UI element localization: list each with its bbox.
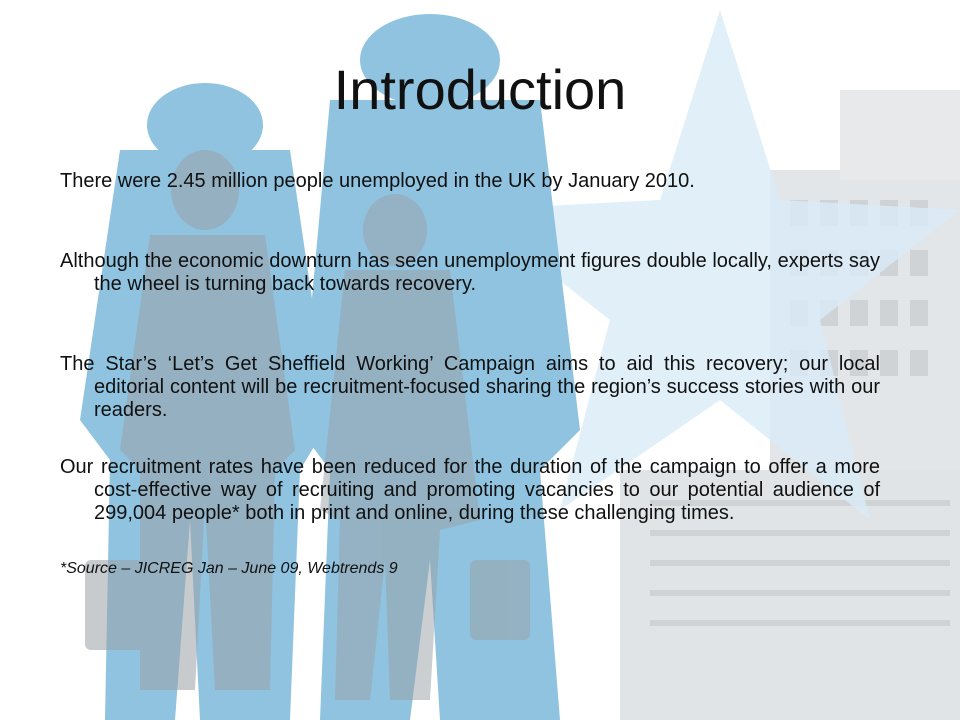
paragraph-recruitment-rates: Our recruitment rates have been reduced for the duration of the campaign to offer a more cost-effective way of recruiting and promoting vacancies to our potential audience of 299,004 people* both in print and online, during these challenging times. — [60, 456, 880, 524]
paragraph-unemployment-stat: There were 2.45 million people unemployed in the UK by January 2010. — [60, 170, 695, 192]
slide-body — [60, 170, 880, 579]
slide-title: Introduction — [333, 58, 627, 121]
paragraph-campaign: The Star’s ‘Let’s Get Sheffield Working’ Campaign aims to aid this recovery; our local editorial content will be recruitment-focused sharing the region’s success stories with our readers. — [60, 353, 880, 421]
paragraph-economic-downturn: Although the economic downturn has seen unemployment figures double locally, experts say the wheel is turning back towards recovery. — [60, 250, 880, 295]
source-note: *Source – JICREG Jan – June 09, Webtrends 9 — [60, 560, 398, 577]
